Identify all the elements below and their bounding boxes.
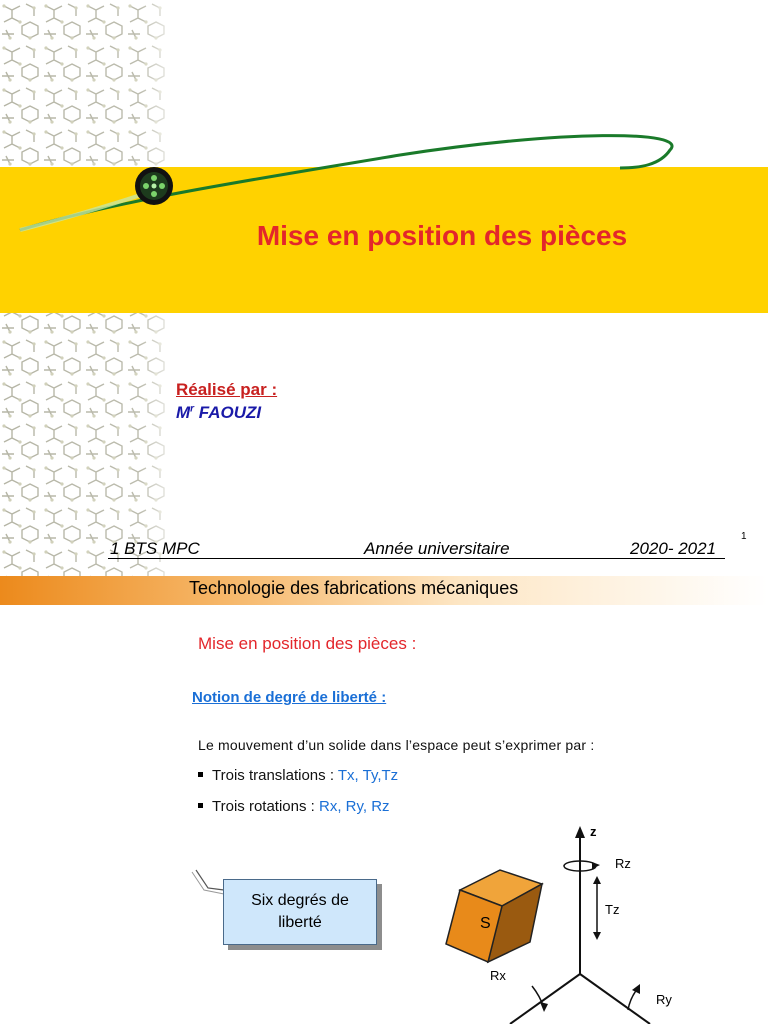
axis-z-label: z [590,824,597,839]
rz-arrow-icon [592,862,600,869]
rx-label: Rx [490,968,506,983]
header-title: Technologie des fabrications mécaniques [189,578,519,598]
intro-text: Le mouvement d’un solide dans l’espace peut s’exprimer par : [198,737,595,753]
rz-label: Rz [615,856,631,871]
square-bullet-icon [198,772,203,777]
bullet-label: Trois translations : [212,767,338,784]
author-surname: FAOUZI [194,403,262,422]
solid-cube [446,870,542,962]
tz-up-arrow-icon [593,876,601,884]
author-label: Réalisé par : [176,380,278,399]
footer-year: 2020- 2021 [630,539,717,558]
footer-class: 1 BTS MPC [110,539,200,558]
tz-down-arrow-icon [593,932,601,940]
tz-label: Tz [605,902,620,917]
z-arrow-icon [575,826,585,838]
square-bullet-icon [198,803,203,808]
ry-arrow-icon [632,984,640,994]
footer-rule [108,558,725,559]
bullet-label: Trois rotations : [212,798,319,815]
author-prefix: M [176,403,191,422]
section-heading: Mise en position des pièces : [198,634,417,653]
page-number: 1 [741,531,747,542]
globe-icon [134,166,174,206]
callout-box [223,879,377,945]
dof-diagram [440,820,740,1024]
solid-label: S [480,915,491,932]
bullet-translations [198,767,398,784]
bullet-values: Tx, Ty,Tz [337,767,399,784]
callout-line-1: Six degrés de [251,892,349,909]
bullet-values: Rx, Ry, Rz [318,798,390,815]
author-name [176,403,261,423]
ry-label: Ry [656,992,672,1007]
rx-arrow-icon [540,1002,548,1012]
slide-title: Mise en position des pièces [256,220,628,251]
author-sup: r [190,403,195,415]
callout-line-2: liberté [278,914,322,931]
section-subheading: Notion de degré de liberté : [192,689,387,706]
bullet-rotations [198,798,390,815]
footer-year-label: Année universitaire [364,539,510,558]
